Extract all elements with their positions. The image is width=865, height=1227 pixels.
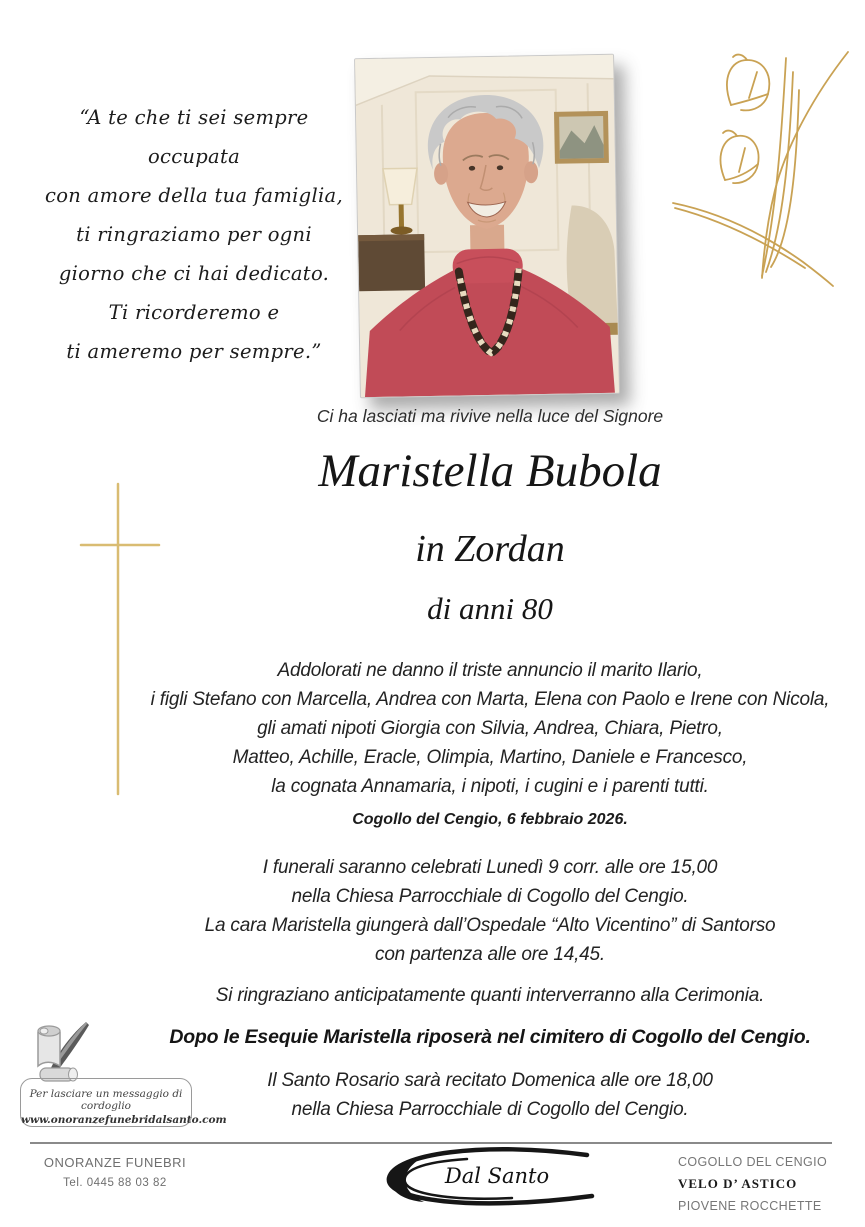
condolence-message: Per lasciare un messaggio di cordoglio: [29, 1088, 183, 1112]
announcement-paragraph: [125, 656, 855, 801]
announcement-line: gli amati nipoti Giorgia con Silvia, Andrea, Chiara, Pietro,: [257, 718, 723, 739]
quote-line: ti ameremo per sempre.”: [66, 340, 322, 363]
footer-locations: [678, 1155, 838, 1213]
rosary-paragraph: [125, 1066, 855, 1124]
age-line: di anni 80: [427, 591, 553, 626]
condolence-website-link[interactable]: www.onoranzefunebridalsanto.com: [21, 1114, 227, 1126]
agency-logo-name: Dal Santo: [444, 1164, 550, 1188]
funeral-line: nella Chiesa Parrocchiale di Cogollo del Cengio.: [291, 886, 689, 907]
scroll-quill-icon: [28, 1020, 92, 1086]
announcement-line: Matteo, Achille, Eracle, Olimpia, Martino, Daniele e Francesco,: [232, 747, 748, 768]
quote-line: “A te che ti sei sempre occupata: [79, 106, 309, 168]
quote-line: Ti ricorderemo e: [108, 301, 280, 324]
funeral-line: I funerali saranno celebrati Lunedì 9 corr. alle ore 15,00: [262, 857, 718, 878]
place-date-line: Cogollo del Cengio, 6 febbraio 2026.: [352, 811, 628, 828]
location-line: COGOLLO DEL CENGIO: [678, 1155, 828, 1169]
funeral-line: con partenza alle ore 14,45.: [375, 944, 605, 965]
footer-divider: [30, 1142, 832, 1144]
calla-lily-ornament: [665, 48, 865, 288]
quote-line: con amore della tua famiglia,: [45, 184, 343, 207]
rosary-line: Il Santo Rosario sarà recitato Domenica alle ore 18,00: [267, 1070, 713, 1091]
rosary-line: nella Chiesa Parrocchiale di Cogollo del Cengio.: [291, 1099, 689, 1120]
agency-phone: Tel. 0445 88 03 82: [63, 1177, 167, 1189]
thanks-line: Si ringraziano anticipatamente quanti interverranno alla Cerimonia.: [215, 985, 765, 1006]
married-name: in Zordan: [415, 528, 565, 570]
intro-line: Ci ha lasciati ma rivive nella luce del Signore: [316, 406, 664, 426]
condolence-box: [20, 1078, 227, 1127]
announcement-line: Addolorati ne danno il triste annuncio il marito Ilario,: [277, 660, 703, 681]
portrait-illustration: [355, 55, 619, 397]
portrait-photo: [354, 54, 620, 398]
announcement-line: la cognata Annamaria, i nipoti, i cugini e i parenti tutti.: [271, 776, 709, 797]
footer-agency-info: [40, 1155, 190, 1189]
funeral-paragraph: [125, 853, 855, 969]
funeral-line: La cara Maristella giungerà dall’Ospedale “Alto Vicentino” di Santorso: [204, 915, 776, 936]
location-line: PIOVENE ROCCHETTE: [678, 1199, 822, 1213]
burial-line: Dopo le Esequie Maristella riposerà nel cimitero di Cogollo del Cengio.: [169, 1026, 811, 1048]
dedication-quote: [38, 98, 350, 371]
quote-line: giorno che ci hai dedicato.: [58, 262, 330, 285]
deceased-name: Maristella Bubola: [318, 445, 662, 497]
quote-line: ti ringraziamo per ogni: [76, 223, 312, 246]
agency-type-label: ONORANZE FUNEBRI: [43, 1155, 187, 1170]
announcement-line: i figli Stefano con Marcella, Andrea con Marta, Elena con Paolo e Irene con Nicola,: [150, 689, 830, 710]
location-line: VELO D’ ASTICO: [678, 1176, 798, 1191]
